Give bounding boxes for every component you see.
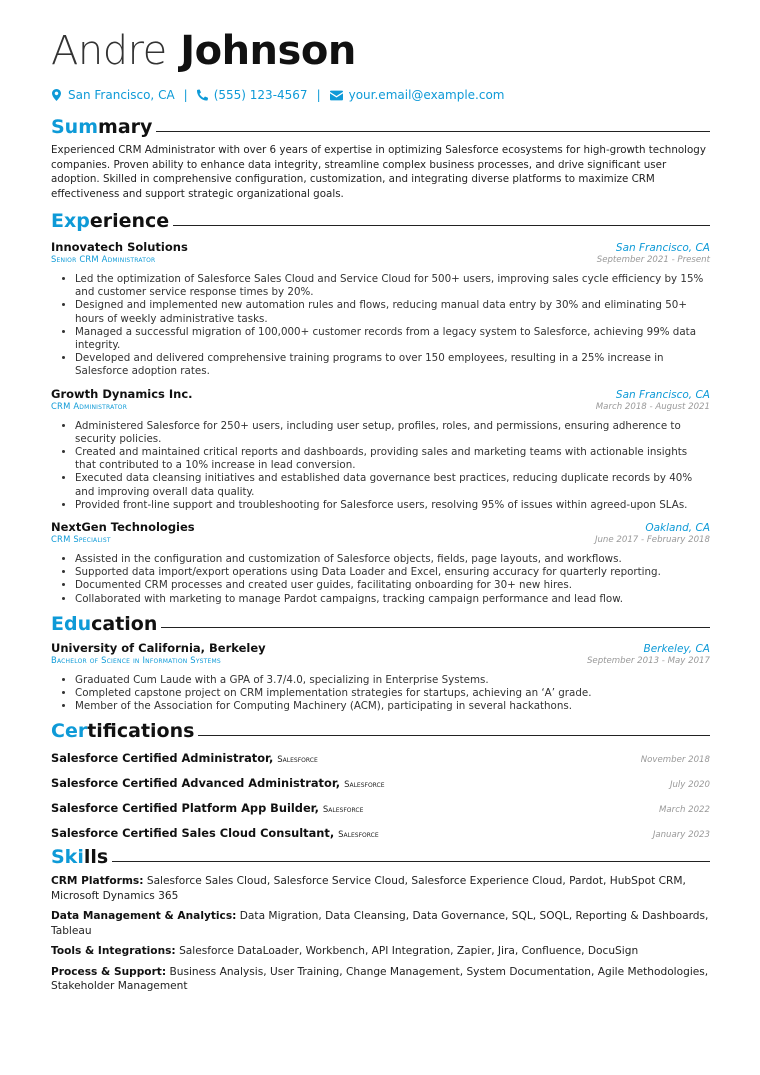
list-item: • Graduated Cum Laude with a GPA of 3.7/4.0, specializing in Enterprise Systems. <box>75 674 710 687</box>
skill-label: Process & Support: <box>51 965 167 978</box>
section-divider <box>112 861 710 862</box>
certification-date: January 2023 <box>652 830 710 841</box>
list-item: • Member of the Association for Computing Machinery (ACM), participating in several hackathons. <box>75 700 710 713</box>
section-title <box>51 846 108 868</box>
certification-name: Salesforce Certified Sales Cloud Consultant <box>51 826 330 841</box>
skill-row <box>51 965 710 994</box>
certification-issuer: Salesforce <box>322 805 364 816</box>
heading-rest: cation <box>91 612 158 635</box>
certification-name: Salesforce Certified Administrator <box>51 751 269 766</box>
list-item: • Created and maintained critical reports and dashboards, providing sales and marketing teams with actionable insights that contributed to a 10% increase in lead conversion. <box>75 446 710 472</box>
certification-name: Salesforce Certified Advanced Administrator <box>51 776 336 791</box>
skill-value: Salesforce Sales Cloud, Salesforce Service Cloud, Salesforce Experience Cloud, Pardot, HubSpot CRM, Microsoft Dynamics 365 <box>51 875 686 902</box>
company-name: Innovatech Solutions <box>51 240 188 254</box>
section-divider <box>198 735 710 736</box>
envelope-icon <box>330 90 343 101</box>
skill-value: Business Analysis, User Training, Change Management, System Documentation, Agile Methodologies, Stakeholder Management <box>51 965 709 993</box>
heading-rest: lls <box>83 846 109 869</box>
job-location: Oakland, CA <box>645 522 710 535</box>
email-link[interactable]: your.email@example.com <box>348 88 505 102</box>
school-name: University of California, Berkeley <box>51 640 266 655</box>
job-entry <box>51 520 710 606</box>
list-item: • Led the optimization of Salesforce Sales Cloud and Service Cloud for 500+ users, improving sales cycle efficiency by 15% and customer service response times by 20%. <box>75 273 710 299</box>
job-title: CRM Administrator <box>51 400 128 411</box>
list-item: • Provided front-line support and troubleshooting for Salesforce users, resolving 95% of issues within agreed-upon SLAs. <box>75 499 710 512</box>
skills-heading <box>51 845 710 869</box>
list-item: • Managed a successful migration of 100,000+ customer records from a legacy system to Salesforce, achieving 99% data integrity. <box>75 326 710 352</box>
job-dates: June 2017 - February 2018 <box>594 535 710 546</box>
list-item: • Administered Salesforce for 250+ users, including user setup, profiles, roles, and permissions, ensuring adherence to security policies. <box>75 420 710 446</box>
skill-row <box>51 909 710 938</box>
first-name: Andre <box>51 28 167 74</box>
resume-page <box>51 28 710 994</box>
heading-accent: Exp <box>51 210 90 232</box>
skill-label: CRM Platforms: <box>51 875 144 888</box>
heading-accent: Ski <box>51 846 84 869</box>
heading-accent: Sum <box>51 116 99 138</box>
skill-value: Data Migration, Data Cleansing, Data Governance, SQL, SOQL, Reporting & Dashboards, Tableau <box>51 910 709 937</box>
job-bullets <box>51 420 710 512</box>
certification-date: July 2020 <box>669 780 710 791</box>
location-pin-icon <box>51 89 62 101</box>
contact-separator: | <box>316 88 321 102</box>
degree-title: Bachelor of Science in Information Systems <box>51 654 221 665</box>
certification-issuer: Salesforce <box>338 830 379 841</box>
certification-date: March 2022 <box>659 805 710 816</box>
location-text: San Francisco, CA <box>68 88 175 102</box>
job-bullets <box>51 553 710 606</box>
summary-text: Experienced CRM Administrator with over 6 years of expertise in optimizing Salesforce ecosystems for high-growth technology companies. Proven ability to enhance data integrity, streamline complex business processes, and drive significant user adoption. Skilled in comprehensive configuration, customization, and integrating diverse platforms to maximize CRM effectiveness and support strategic organizational goals. <box>51 144 706 200</box>
education-entry <box>51 641 710 714</box>
phone-text: (555) 123-4567 <box>213 88 308 102</box>
list-item: • Collaborated with marketing to manage Pardot campaigns, tracking campaign performance and lead flow. <box>75 593 710 606</box>
job-entry <box>51 387 710 512</box>
certifications-heading <box>51 719 710 743</box>
section-divider <box>173 225 710 226</box>
education-heading <box>51 612 710 636</box>
section-title <box>51 613 157 635</box>
education-bullets <box>51 674 710 714</box>
heading-rest: tifications <box>87 720 195 743</box>
heading-accent: Cer <box>51 720 88 743</box>
certification-item: Salesforce Certified Administrator, Salesforce November 2018 <box>51 751 710 766</box>
job-title: Senior CRM Administrator <box>51 254 156 264</box>
skill-row <box>51 944 710 959</box>
certification-issuer: Salesforce <box>344 780 385 791</box>
certification-issuer: Salesforce <box>277 755 318 766</box>
job-location: San Francisco, CA <box>615 242 710 254</box>
contact-info <box>51 87 710 103</box>
heading-rest: mary <box>98 116 153 138</box>
list-item: • Completed capstone project on CRM implementation strategies for startups, achieving an ‘A’ grade. <box>75 687 710 700</box>
skill-label: Data Management & Analytics: <box>51 910 237 923</box>
section-title <box>51 210 169 232</box>
section-title <box>51 720 194 742</box>
certification-item: Salesforce Certified Sales Cloud Consultant, Salesforce January 2023 <box>51 826 710 841</box>
last-name: Johnson <box>180 28 356 74</box>
list-item: • Developed and delivered comprehensive training programs to over 150 employees, resulting in a 25% increase in Salesforce adoption rates. <box>75 352 710 378</box>
certification-item: Salesforce Certified Advanced Administrator, Salesforce July 2020 <box>51 776 710 791</box>
contact-separator: | <box>183 88 188 102</box>
heading-accent: Edu <box>51 612 92 635</box>
heading-rest: erience <box>89 210 170 232</box>
list-item: • Executed data cleansing initiatives and established data governance best practices, reducing duplicate records by 40% and improving overall data quality. <box>75 472 710 498</box>
candidate-name <box>51 28 710 74</box>
job-entry <box>51 240 710 379</box>
certification-date: November 2018 <box>640 755 710 766</box>
skill-label: Tools & Integrations: <box>51 945 176 958</box>
job-location: San Francisco, CA <box>615 388 710 401</box>
company-name: Growth Dynamics Inc. <box>51 386 193 401</box>
skill-value: Salesforce DataLoader, Workbench, API Integration, Zapier, Jira, Confluence, DocuSign <box>179 945 639 958</box>
job-bullets <box>51 273 710 379</box>
section-title <box>51 116 152 138</box>
school-location: Berkeley, CA <box>643 642 710 655</box>
certification-name: Salesforce Certified Platform App Builder <box>51 801 315 816</box>
phone-icon <box>197 89 208 101</box>
list-item: • Documented CRM processes and created user guides, facilitating onboarding for 30+ new hires. <box>75 579 710 592</box>
section-divider <box>161 627 710 628</box>
skill-row <box>51 874 710 903</box>
list-item: • Assisted in the configuration and customization of Salesforce objects, fields, page layouts, and workflows. <box>75 553 710 566</box>
job-dates: March 2018 - August 2021 <box>595 401 710 412</box>
summary-heading <box>51 115 710 139</box>
education-dates: September 2013 - May 2017 <box>586 655 710 666</box>
list-item: • Supported data import/export operations using Data Loader and Excel, ensuring accuracy for quarterly reporting. <box>75 566 710 579</box>
job-title: CRM Specialist <box>51 534 111 545</box>
company-name: NextGen Technologies <box>51 520 195 535</box>
experience-heading <box>51 209 710 233</box>
section-divider <box>156 131 710 132</box>
certification-item: Salesforce Certified Platform App Builder, Salesforce March 2022 <box>51 801 710 816</box>
job-dates: September 2021 - Present <box>596 255 710 265</box>
list-item: • Designed and implemented new automation rules and flows, reducing manual data entry by 30% and eliminating 50+ hours of weekly administrative tasks. <box>75 299 710 325</box>
